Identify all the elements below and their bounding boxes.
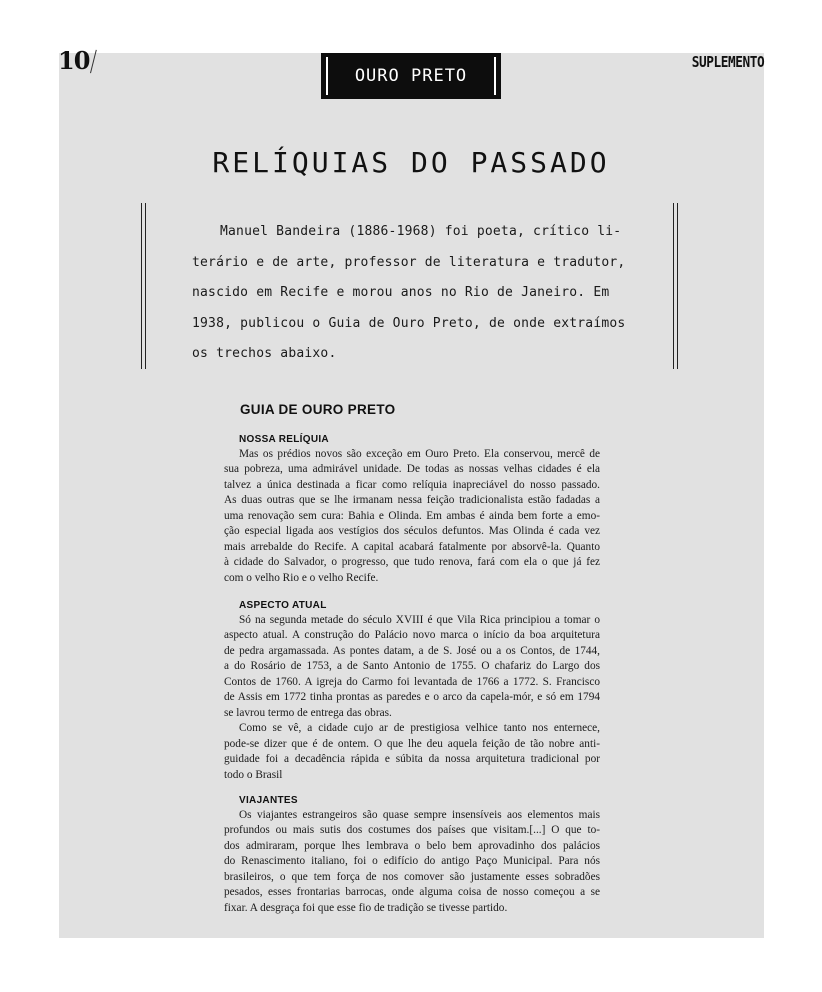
body-line: sua pobreza, uma admirável unidade. De todas as nossas velhas cidades é ela [224, 463, 600, 476]
intro-left-rule [141, 203, 146, 369]
intro-line: Manuel Bandeira (1886-1968) foi poeta, crítico li- [220, 224, 622, 239]
intro-line: os trechos abaixo. [192, 346, 337, 361]
section-body [224, 613, 600, 783]
section-viajantes [224, 794, 600, 916]
body-line: à cidade do Salvador, o progresso, que tudo renova, fará com ela o que já fez [224, 556, 600, 569]
section-aspecto-atual [224, 599, 600, 783]
body-line: a do Rosário de 1753, a de Santo Antonio de 1755. O chafariz do Largo dos [224, 660, 600, 673]
section-body [224, 808, 600, 916]
supplement-label: SUPLEMENTO [691, 53, 764, 71]
body-line: aspecto atual. A construção do Palácio novo marca o início da boa arquitetura [224, 629, 600, 642]
guide-title: GUIA DE OURO PRETO [240, 402, 396, 417]
body-line: se lavrou termo de entrega das obras. [224, 706, 392, 719]
intro-line: 1938, publicou o Guia de Ouro Preto, de onde extraímos [192, 315, 626, 331]
body-line: com o velho Rio e o velho Recife. [224, 571, 379, 584]
body-line: uma renovação sem cura: Bahia e Olinda. Em ambas é ainda bem forte a emo- [224, 509, 600, 522]
section-tag-label: OURO PRETO [354, 66, 468, 86]
body-line: guidade foi a decadência rápida e súbita da nossa arquitetura tradicional por [224, 753, 600, 766]
body-line: de Assis em 1772 tinha prontas as paredes e o arco da capela-mór, e só em 1794 [224, 691, 600, 704]
body-line: Mas os prédios novos são exceção em Ouro Preto. Ela conservou, mercê de [239, 448, 600, 460]
body-line: Como se vê, a cidade cujo ar de prestigiosa velhice tanto nos enternece, [239, 722, 600, 735]
body-line: dos admiraram, porque lhes lembrava o belo bem aprovadinho dos palácios [224, 839, 600, 852]
body-line: Os viajantes estrangeiros são quase sempre insensíveis aos elementos mais [239, 809, 600, 821]
intro-right-rule [673, 203, 678, 369]
body-line: profundos ou mais sutis dos costumes dos países que visitam.[...] O que to- [224, 824, 600, 837]
intro-line: terário e de arte, professor de literatura e tradutor, [192, 254, 626, 270]
body-line: fixar. A desgraça foi que esse fio de tradição se tivesse partido. [224, 901, 508, 914]
body-line: As duas outras que se lhe irmanam nessa feição tradicionalista estão fadadas a [224, 494, 600, 507]
section-heading: ASPECTO ATUAL [239, 600, 327, 611]
body-line: pesados, esses frontarias barrocas, onde alguma coisa de nosso começou a se [224, 886, 600, 899]
body-line: talvez a única destinada a ficar como relíquia inapreciável do nosso passado. [224, 478, 600, 491]
page-title: RELÍQUIAS DO PASSADO [212, 146, 610, 179]
body-line: de pedra argamassada. As pontes datam, a de S. José ou a os Contos, de 1744, [224, 644, 600, 657]
page-number: 10 [58, 46, 90, 75]
body-line: ção especial ligada aos vestígios dos séculos defuntos. Mas Olinda é cada vez [224, 525, 600, 538]
body-line: do Renascimento italiano, foi o edifício do antigo Paço Municipal. Para nós [224, 855, 600, 868]
body-line: Só na segunda metade do século XVIII é que Vila Rica principiou a tomar o [239, 614, 600, 626]
intro-paragraph [192, 217, 634, 370]
section-tag [321, 53, 501, 99]
section-nossa-reliquia [224, 433, 600, 586]
intro-line: nascido em Recife e morou anos no Rio de Janeiro. Em [192, 285, 610, 300]
body-line: brasileiros, o que tem força de nos comover são justamente esses sobradões [224, 870, 600, 883]
section-heading: NOSSA RELÍQUIA [239, 434, 329, 445]
body-line: mais arrebalde do Recife. A capital acabará fatalmente por absorvê-la. Quanto [224, 540, 600, 553]
section-heading: VIAJANTES [239, 795, 298, 806]
body-line: todo o Brasil [224, 768, 283, 781]
body-line: pode-se dizer que é de ontem. O que lhe deu aquela feição de tão nobre anti- [224, 737, 600, 750]
body-line: Contos de 1760. A igreja do Carmo foi levantada de 1766 a 1772. S. Francisco [224, 675, 600, 688]
section-body [224, 447, 600, 586]
